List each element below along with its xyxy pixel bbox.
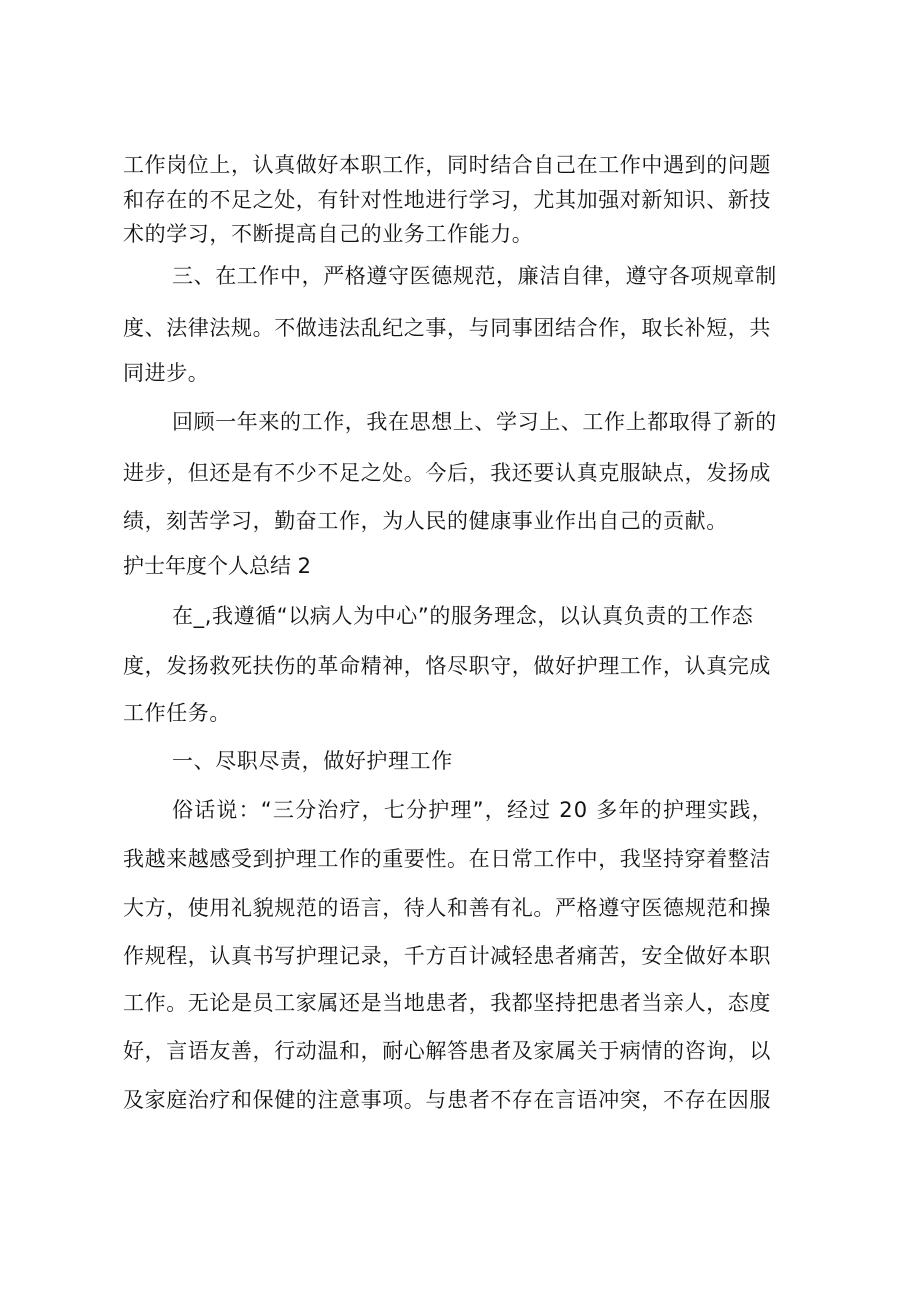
- text-line-16: 我越来越感受到护理工作的重要性。在日常工作中，我坚持穿着整洁: [123, 847, 771, 871]
- section-paragraph-start: 在_,我遵循“以病人为中心”的服务理念，以认真负责的工作态: [172, 604, 754, 628]
- review-paragraph-start: 回顾一年来的工作，我在思想上、学习上、工作上都取得了新的: [172, 410, 777, 434]
- text-line-8: 进步，但还是有不少不足之处。今后，我还要认真克服缺点，发扬成: [123, 461, 771, 485]
- text-line-1: 工作岗位上，认真做好本职工作，同时结合自己在工作中遇到的问题: [123, 153, 771, 177]
- text-line-5: 度、法律法规。不做违法乱纪之事，与同事团结合作，取长补短，共: [123, 316, 771, 340]
- text-line-21: 及家庭治疗和保健的注意事项。与患者不存在言语冲突，不存在因服: [123, 1088, 771, 1112]
- quote-paragraph-start: 俗话说：“三分治疗，七分护理”，经过 20 多年的护理实践，: [172, 798, 774, 822]
- text-line-6: 同进步。: [123, 361, 210, 385]
- text-line-3: 术的学习，不断提高自己的业务工作能力。: [123, 222, 534, 246]
- text-line-12: 度，发扬救死扶伤的革命精神，恪尽职守，做好护理工作，认真完成: [123, 654, 771, 678]
- paragraph-3-start: 三、在工作中，严格遵守医德规范，廉洁自律，遵守各项规章制: [172, 264, 777, 288]
- text-line-19: 工作。无论是员工家属还是当地患者，我都坚持把患者当亲人，态度: [123, 991, 771, 1015]
- text-line-20: 好，言语友善，行动温和，耐心解答患者及家属关于病情的咨询，以: [123, 1039, 771, 1063]
- text-line-17: 大方，使用礼貌规范的语言，待人和善有礼。严格遵守医德规范和操: [123, 896, 771, 920]
- text-line-9: 绩，刻苦学习，勤奋工作，为人民的健康事业作出自己的贡献。: [123, 509, 728, 533]
- text-line-2: 和存在的不足之处，有针对性地进行学习，尤其加强对新知识、新技: [123, 188, 771, 212]
- text-line-13: 工作任务。: [123, 701, 231, 725]
- section-heading: 护士年度个人总结 2: [123, 554, 312, 578]
- text-line-18: 作规程，认真书写护理记录，千方百计减轻患者痛苦，安全做好本职: [123, 944, 771, 968]
- subheading-one: 一、尽职尽责，做好护理工作: [172, 749, 453, 773]
